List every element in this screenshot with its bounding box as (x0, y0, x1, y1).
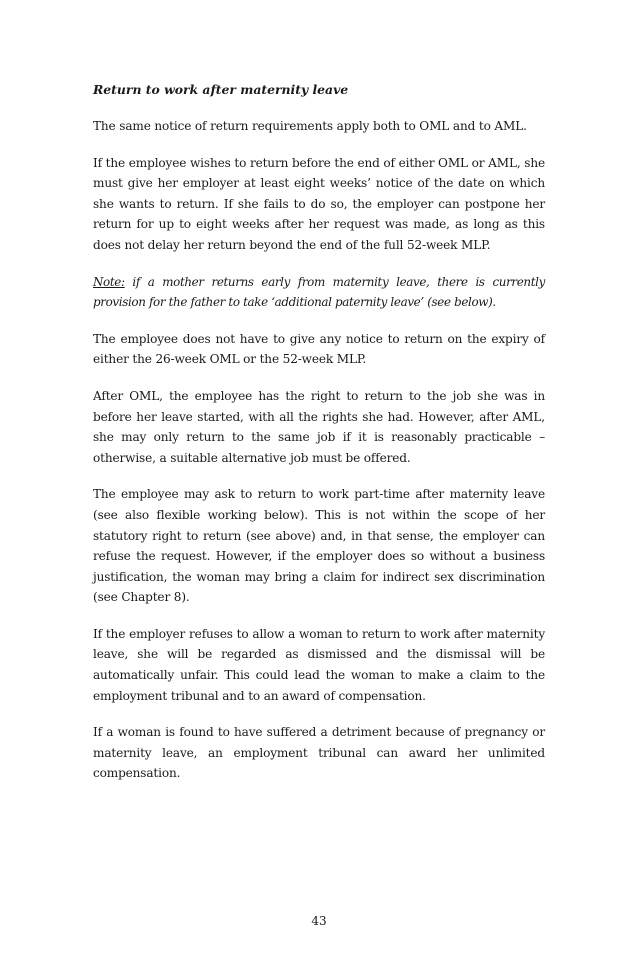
paragraph-early-return: If the employee wishes to return before the end of either OML or AML, she must give her employer at least eight weeks’ notice of the date on which she wants to return. If she fails to do so, the employer can postpone her return for up to eight weeks after her request was made, as long as this does not delay her return beyond the end of the full 52-week MLP. (93, 155, 545, 252)
note-paragraph (93, 272, 545, 313)
paragraph-refusal-dismissal: If the employer refuses to allow a woman to return to work after maternity leave, she will be regarded as dismissed and the dismissal will be automatically unfair. This could lead the woman to make a claim to the employment tribunal and to an award of compensation. (93, 626, 545, 703)
paragraph-no-notice: The employee does not have to give any notice to return on the expiry of either the 26-week OML or the 52-week MLP. (93, 331, 545, 367)
note-text: if a mother returns early from maternity leave, there is currently provision for the father to take ‘additional paternity leave’ (see below). (93, 274, 545, 310)
paragraph-right-to-return: After OML, the employee has the right to return to the job she was in before her leave started, with all the rights she had. However, after AML, she may only return to the same job if it is reasonably practicable – otherwise, a suitable alternative job must be offered. (93, 388, 545, 465)
paragraph-part-time: The employee may ask to return to work part-time after maternity leave (see also flexible working below). This is not within the scope of her statutory right to return (see above) and, in that sense, the employer can refuse the request. However, if the employer does so without a business justification, the woman may bring a claim for indirect sex discrimination (see Chapter 8). (93, 487, 545, 605)
note-label: Note: (93, 274, 125, 289)
paragraph-notice-requirements: The same notice of return requirements apply both to OML and to AML. (93, 119, 527, 133)
page-number: 43 (311, 914, 327, 928)
document-page (93, 80, 545, 800)
paragraph-detriment: If a woman is found to have suffered a detriment because of pregnancy or maternity leave, an employment tribunal can award her unlimited compensation. (93, 725, 545, 781)
section-heading: Return to work after maternity leave (93, 82, 349, 97)
